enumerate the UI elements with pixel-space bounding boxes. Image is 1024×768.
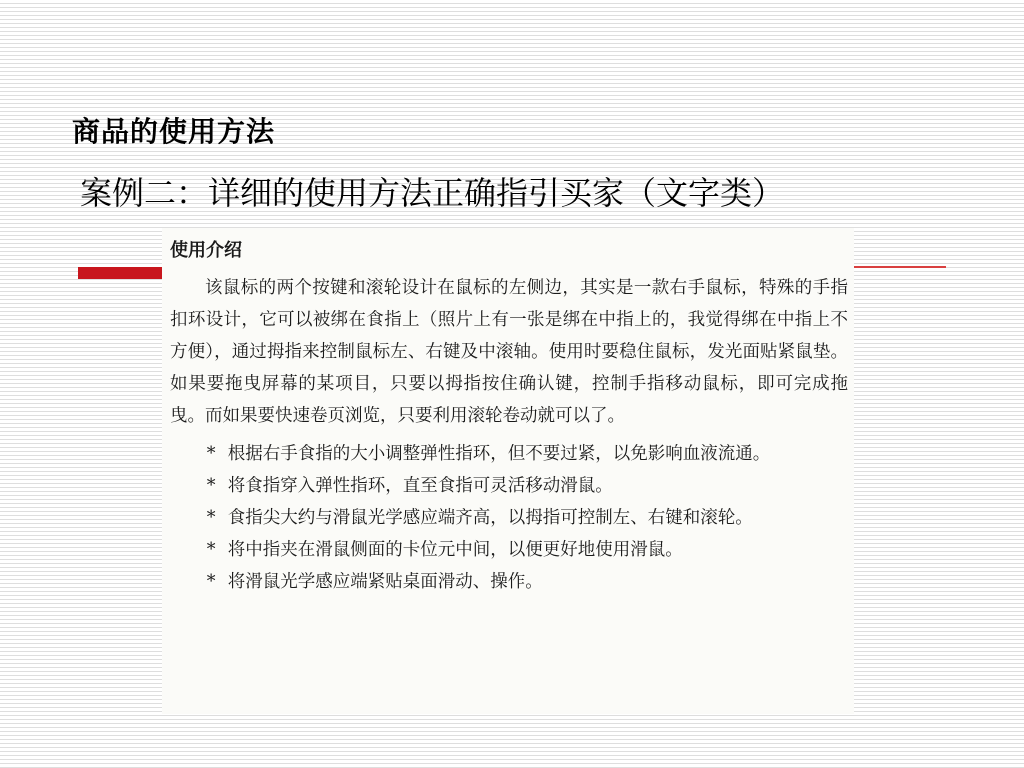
bullet-icon: * xyxy=(206,508,216,528)
bullet-icon: * xyxy=(206,540,216,560)
usage-tip-item xyxy=(170,502,848,534)
bullet-icon: * xyxy=(206,572,216,592)
usage-paragraph: 该鼠标的两个按键和滚轮设计在鼠标的左侧边，其实是一款右手鼠标，特殊的手指扣环设计，它可以被绑在食指上（照片上有一张是绑在中指上的，我觉得绑在中指上不方便），通过拇指来控制鼠标左、右键及中滚轴。使用时要稳住鼠标，发光面贴紧鼠垫。如果要拖曳屏幕的某项目，只要以拇指按住确认键，控制手指移动鼠标，即可完成拖曳。而如果要快速卷页浏览，只要利用滚轮卷动就可以了。 xyxy=(170,278,848,426)
usage-tip-text: 根据右手食指的大小调整弹性指环，但不要过紧，以免影响血液流通。 xyxy=(227,444,771,464)
slide-title: 商品的使用方法 xyxy=(72,115,276,148)
usage-tip-text: 食指尖大约与滑鼠光学感应端齐高，以拇指可控制左、右键和滚轮。 xyxy=(227,508,753,528)
usage-tip-item xyxy=(170,566,848,598)
usage-tip-text: 将中指夹在滑鼠侧面的卡位元中间，以便更好地使用滑鼠。 xyxy=(227,540,683,560)
usage-tip-text: 将食指穿入弹性指环，直至食指可灵活移动滑鼠。 xyxy=(227,476,613,496)
scanned-text-image xyxy=(162,228,854,714)
usage-tip-item xyxy=(170,470,848,502)
slide-subtitle: 案例二：详细的使用方法正确指引买家（文字类） xyxy=(80,174,785,212)
bullet-icon: * xyxy=(206,444,216,464)
accent-line xyxy=(848,266,946,268)
usage-tip-item xyxy=(170,534,848,566)
usage-tips-list xyxy=(170,438,848,598)
accent-bar xyxy=(78,267,166,279)
bullet-icon: * xyxy=(206,476,216,496)
usage-heading: 使用介绍 xyxy=(170,240,242,261)
usage-tip-item xyxy=(170,438,848,470)
usage-tip-text: 将滑鼠光学感应端紧贴桌面滑动、操作。 xyxy=(227,572,543,592)
